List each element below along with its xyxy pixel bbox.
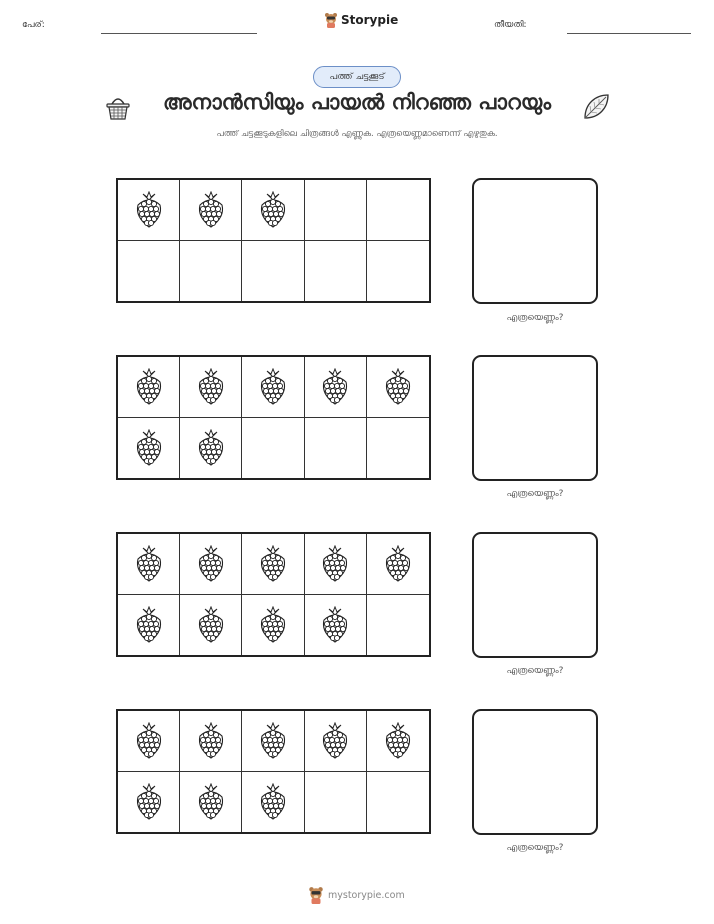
raspberry-icon [318, 368, 352, 406]
storypie-logo [324, 12, 398, 28]
ten-frame-cell [367, 357, 429, 418]
raspberry-icon [318, 606, 352, 644]
raspberry-icon [132, 191, 166, 229]
raspberry-icon [132, 783, 166, 821]
ten-frame [116, 709, 431, 834]
worksheet-title: അനാൻസിയും പായൽ നിറഞ്ഞ പാറയും [162, 90, 552, 114]
ten-frame-cell [367, 534, 429, 595]
raspberry-icon [194, 368, 228, 406]
ten-frame-cell [242, 534, 304, 595]
ten-frame-cell [180, 772, 242, 833]
answer-box[interactable] [472, 178, 598, 304]
raspberry-icon [194, 429, 228, 467]
ten-frame-cell [242, 595, 304, 656]
raspberry-icon [194, 783, 228, 821]
basket-icon [104, 93, 132, 121]
ten-frame-cell [367, 418, 429, 479]
answer-prompt: എത്രയെണ്ണം? [506, 843, 564, 853]
date-field[interactable] [567, 33, 691, 34]
ten-frame-cell [180, 711, 242, 772]
ten-frame-cell [305, 711, 367, 772]
footer-url[interactable]: mystorypie.com [328, 889, 405, 901]
ten-frame-cell [367, 711, 429, 772]
ten-frame-cell [367, 772, 429, 833]
ten-frame [116, 178, 431, 303]
answer-box[interactable] [472, 709, 598, 835]
instructions: പത്ത് ചട്ടക്കൂടുകളിലെ ചിത്രങ്ങൾ എണ്ണുക. എത്രയെണ്ണമാണെന്ന് എഴുതുക. [216, 129, 498, 139]
raspberry-icon [194, 606, 228, 644]
bear-mascot-icon [308, 886, 324, 904]
ten-frame-cell [305, 534, 367, 595]
raspberry-icon [194, 191, 228, 229]
raspberry-icon [381, 545, 415, 583]
ten-frame-cell [118, 595, 180, 656]
answer-box[interactable] [472, 355, 598, 481]
name-label: പേര്: [22, 20, 45, 30]
ten-frame-cell [367, 595, 429, 656]
ten-frame-cell [180, 357, 242, 418]
date-label: തീയതി: [494, 20, 527, 30]
ten-frame-cell [305, 772, 367, 833]
raspberry-icon [194, 545, 228, 583]
answer-prompt: എത്രയെണ്ണം? [506, 489, 564, 499]
raspberry-icon [132, 429, 166, 467]
raspberry-icon [132, 368, 166, 406]
ten-frame-cell [180, 180, 242, 241]
raspberry-icon [256, 368, 290, 406]
logo-text: Storypie [341, 13, 399, 27]
ten-frame-cell [367, 180, 429, 241]
ten-frame-cell [180, 534, 242, 595]
raspberry-icon [318, 545, 352, 583]
raspberry-icon [256, 783, 290, 821]
bear-mascot-icon [324, 12, 338, 28]
footer [308, 886, 405, 904]
raspberry-icon [194, 722, 228, 760]
name-field[interactable] [101, 33, 257, 34]
ten-frame-cell [242, 772, 304, 833]
raspberry-icon [256, 545, 290, 583]
ten-frame-cell [180, 595, 242, 656]
raspberry-icon [256, 606, 290, 644]
ten-frame-cell [242, 241, 304, 302]
ten-frame-cell [305, 357, 367, 418]
ten-frame-cell [367, 241, 429, 302]
answer-prompt: എത്രയെണ്ണം? [506, 666, 564, 676]
ten-frame-cell [305, 595, 367, 656]
raspberry-icon [132, 722, 166, 760]
ten-frame-cell [118, 772, 180, 833]
ten-frame-cell [242, 418, 304, 479]
ten-frame-cell [242, 711, 304, 772]
ten-frame-cell [242, 180, 304, 241]
raspberry-icon [132, 606, 166, 644]
raspberry-icon [256, 191, 290, 229]
raspberry-icon [381, 368, 415, 406]
ten-frame-cell [118, 711, 180, 772]
answer-prompt: എത്രയെണ്ണം? [506, 313, 564, 323]
ten-frame-cell [118, 418, 180, 479]
raspberry-icon [256, 722, 290, 760]
ten-frame-cell [305, 418, 367, 479]
ten-frame-cell [118, 180, 180, 241]
leaf-icon [581, 92, 611, 122]
ten-frame [116, 532, 431, 657]
ten-frame-cell [305, 180, 367, 241]
ten-frame-cell [305, 241, 367, 302]
topic-badge: പത്ത് ചട്ടക്കൂട് [313, 66, 401, 88]
ten-frame-cell [118, 357, 180, 418]
ten-frame-cell [180, 241, 242, 302]
ten-frame [116, 355, 431, 480]
answer-box[interactable] [472, 532, 598, 658]
ten-frame-cell [242, 357, 304, 418]
raspberry-icon [132, 545, 166, 583]
raspberry-icon [381, 722, 415, 760]
raspberry-icon [318, 722, 352, 760]
ten-frame-cell [180, 418, 242, 479]
ten-frame-cell [118, 241, 180, 302]
ten-frame-cell [118, 534, 180, 595]
